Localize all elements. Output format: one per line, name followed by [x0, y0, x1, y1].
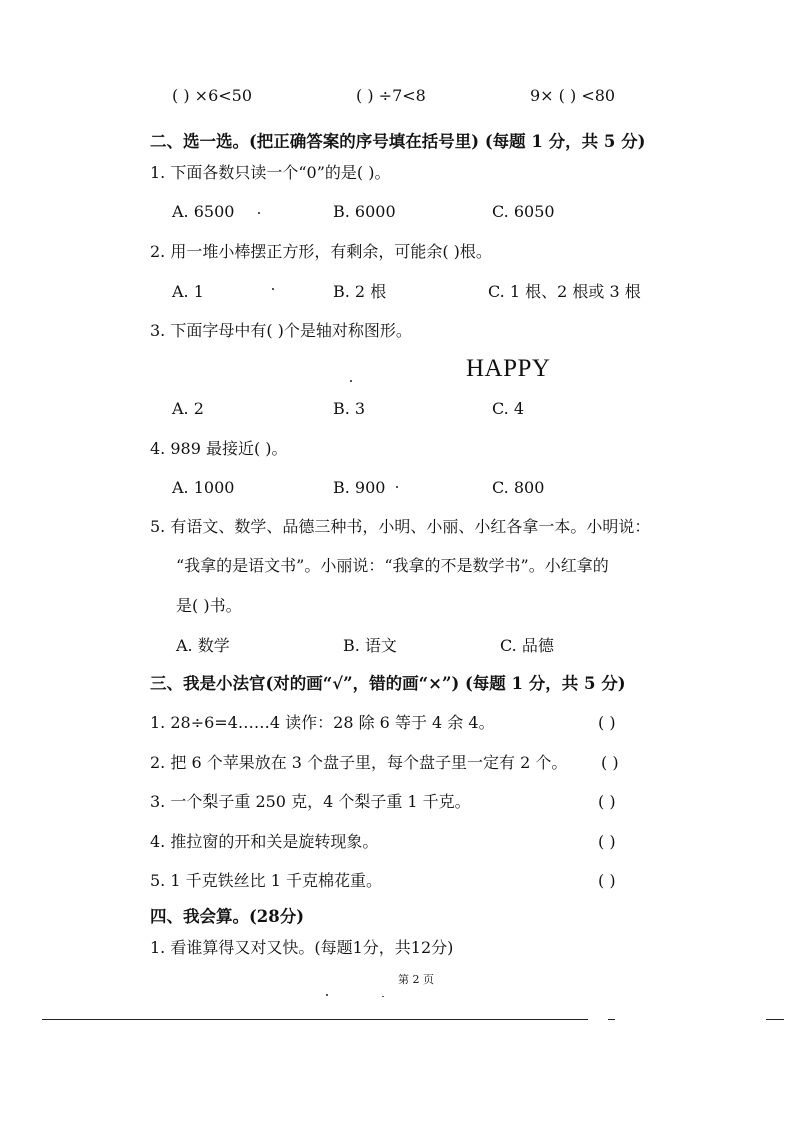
- judge-item-5: 5. 1 千克铁丝比 1 千克棉花重。: [150, 871, 382, 890]
- rule-fragment: [608, 1019, 615, 1020]
- option-a: A. 2: [172, 399, 204, 418]
- option-b: B. 900: [333, 478, 386, 497]
- option-b: B. 2 根: [333, 282, 387, 301]
- judge-item-3: 3. 一个梨子重 250 克，4 个梨子重 1 千克。: [150, 792, 471, 811]
- judge-item-1: 1. 28÷6=4……4 读作：28 除 6 等于 4 余 4。: [150, 713, 495, 732]
- inequality-2: ( ) ÷7<8: [356, 86, 426, 105]
- judge-item-4: 4. 推拉窗的开和关是旋转现象。: [150, 832, 379, 851]
- option-b: B. 3: [333, 399, 366, 418]
- question-2-2: 2. 用一堆小棒摆正方形，有剩余，可能余( )根。: [150, 242, 492, 261]
- option-a: A. 6500: [172, 202, 235, 221]
- answer-paren: ( ): [598, 792, 616, 811]
- page-number: 第 2 页: [398, 973, 434, 986]
- section4-heading: 四、我会算。(28分): [150, 907, 305, 926]
- rule-fragment: [766, 1019, 784, 1020]
- question-2-5-line2: “我拿的是语文书”。小丽说：“我拿的不是数学书”。小红拿的: [176, 556, 609, 575]
- question-2-4: 4. 989 最接近( )。: [150, 439, 288, 458]
- option-c: C. 800: [492, 478, 545, 497]
- scan-speck: [396, 486, 398, 488]
- option-c: C. 品德: [500, 636, 554, 655]
- section2-heading: 二、选一选。(把正确答案的序号填在括号里) (每题 1 分，共 5 分): [150, 132, 646, 151]
- option-a: A. 1000: [172, 478, 235, 497]
- option-c: C. 4: [492, 399, 525, 418]
- section3-heading: 三、我是小法官(对的画“√”，错的画“×”) (每题 1 分，共 5 分): [150, 674, 626, 693]
- scan-speck: [326, 994, 328, 996]
- option-a: A. 1: [172, 282, 204, 301]
- calc-subquestion-1: 1. 看谁算得又对又快。(每题1分，共12分): [150, 938, 454, 957]
- scan-speck: [350, 380, 352, 382]
- scan-speck: [258, 212, 260, 214]
- scan-speck: [382, 996, 384, 997]
- option-b: B. 语文: [343, 636, 397, 655]
- answer-paren: ( ): [598, 832, 616, 851]
- option-c: C. 1 根、2 根或 3 根: [488, 282, 641, 301]
- happy-letters-figure: HAPPY: [466, 355, 551, 382]
- question-2-3: 3. 下面字母中有( )个是轴对称图形。: [150, 321, 412, 340]
- question-2-1: 1. 下面各数只读一个“0”的是( )。: [150, 163, 391, 182]
- option-a: A. 数学: [176, 636, 230, 655]
- option-c: C. 6050: [492, 202, 555, 221]
- answer-paren: ( ): [601, 753, 619, 772]
- inequality-1: ( ) ×6<50: [172, 86, 253, 105]
- answer-paren: ( ): [598, 871, 616, 890]
- option-b: B. 6000: [333, 202, 396, 221]
- inequality-3: 9× ( ) <80: [530, 86, 616, 105]
- question-2-5-line1: 5. 有语文、数学、品德三种书，小明、小丽、小红各拿一本。小明说：: [150, 517, 651, 536]
- bottom-rule: [42, 1019, 588, 1020]
- scan-speck: [272, 288, 274, 290]
- judge-item-2: 2. 把 6 个苹果放在 3 个盘子里，每个盘子里一定有 2 个。: [150, 753, 568, 772]
- answer-paren: ( ): [598, 713, 616, 732]
- question-2-5-line3: 是( )书。: [176, 596, 242, 615]
